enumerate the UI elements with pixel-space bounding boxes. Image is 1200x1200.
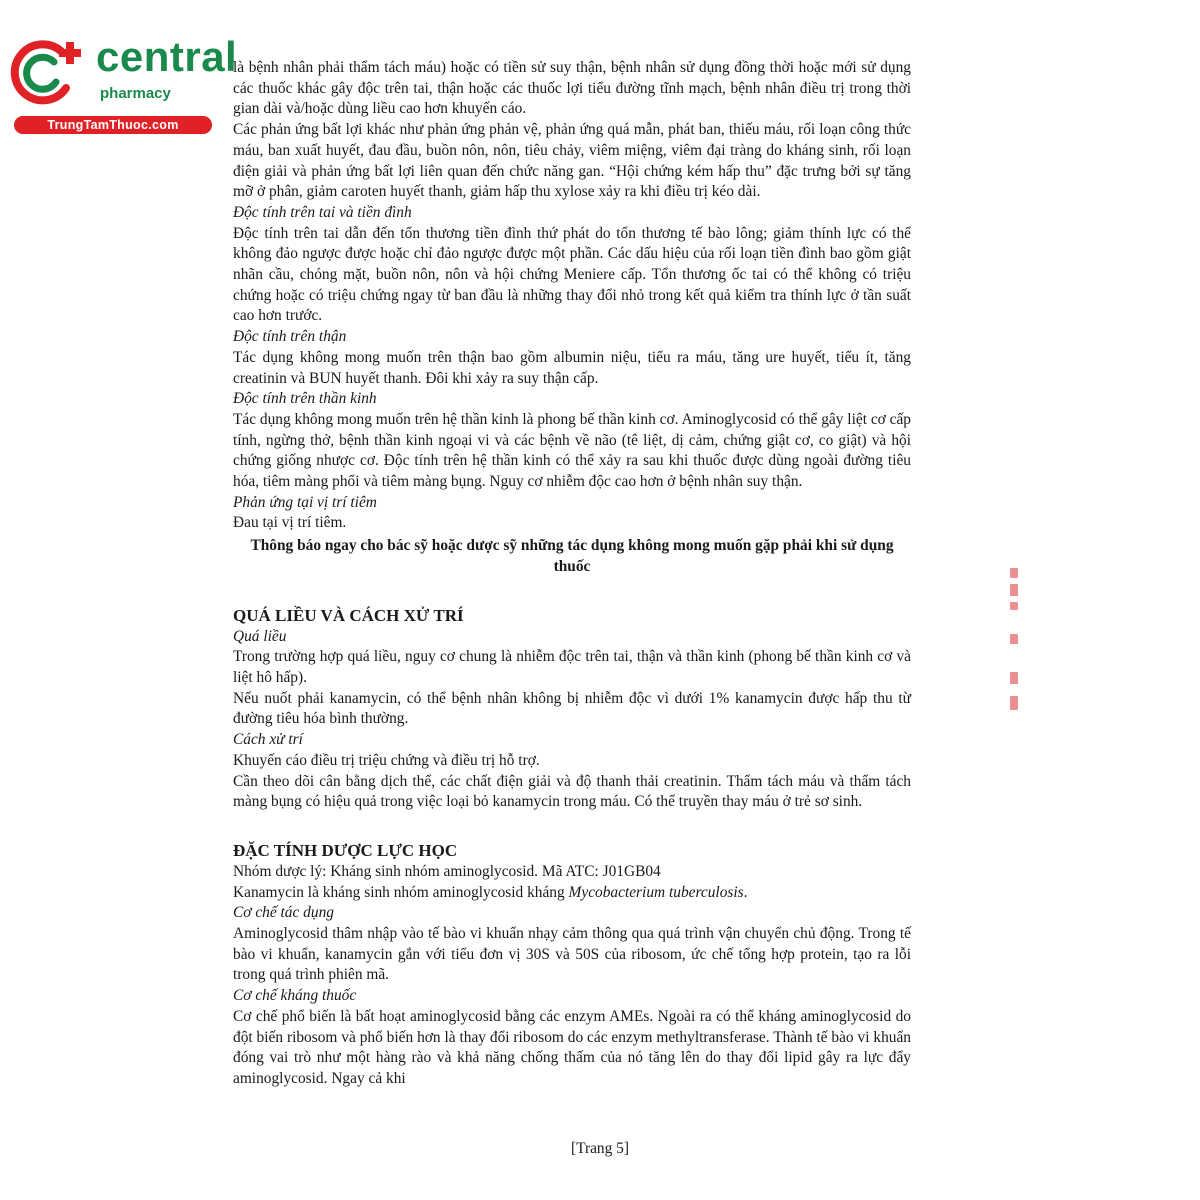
brand-name: central bbox=[96, 33, 238, 80]
paragraph: Aminoglycosid thâm nhập vào tế bào vi khuẩn nhạy cảm thông qua quá trình vận chuyển chủ động. Trong tế bào vi khuẩn, kanamycin gắn với tiểu đơn vị 30S và 50S của ribosom, ức chế tổng hợp protein, tạo ra lỗi trong quá trình phiên mã. bbox=[233, 925, 911, 984]
subheading-treatment: Cách xử trí bbox=[233, 731, 303, 749]
central-pharmacy-logo-icon bbox=[10, 38, 86, 108]
paragraph: là bệnh nhân phải thẩm tách máu) hoặc có tiền sử suy thận, bệnh nhân sử dụng đồng thời hoặc mới sử dụng các thuốc khác gây độc trên tai, thận hoặc các thuốc lợi tiểu đường tĩnh mạch, bệnh nhân điều trị trong thời gian dài và/hoặc dùng liều cao hơn khuyến cáo. bbox=[233, 59, 911, 118]
brand-subtitle: pharmacy bbox=[100, 85, 171, 102]
brand-logo[interactable] bbox=[10, 33, 238, 139]
page-number: [Trang 5] bbox=[570, 1140, 629, 1157]
section-heading-pharmacodynamics: ĐẶC TÍNH DƯỢC LỰC HỌC bbox=[233, 840, 458, 860]
subheading-kidney-toxicity: Độc tính trên thận bbox=[233, 328, 347, 346]
subheading-neuro-toxicity: Độc tính trên thần kinh bbox=[233, 390, 377, 408]
paragraph: Trong trường hợp quá liều, nguy cơ chung là nhiễm độc trên tai, thận và thần kinh (phong bế thần kinh cơ và liệt hô hấp). bbox=[233, 648, 911, 686]
paragraph: Các phản ứng bất lợi khác như phản ứng phản vệ, phản ứng quá mẫn, phát ban, thiếu máu, rối loạn công thức máu, ban xuất huyết, đau đầu, buồn nôn, nôn, tiêu chảy, viêm miệng, viêm đại tràng do kháng sinh, rối loạn điện giải và phản ứng bất lợi liên quan đến chức năng gan. “Hội chứng kém hấp thu” đặc trưng bởi sự tăng mỡ ở phân, giảm caroten huyết thanh, giảm hấp thu xylose xảy ra khi điều trị kéo dài. bbox=[233, 121, 911, 201]
paragraph: Tác dụng không mong muốn trên hệ thần kinh là phong bế thần kinh cơ. Aminoglycosid có thể gây liệt cơ cấp tính, ngừng thở, bệnh thần kinh ngoại vi và các bệnh về não (tê liệt, dị cảm, chứng giật cơ, co giật) và hội chứng giống nhược cơ. Độc tính trên hệ thần kinh có thể xảy ra sau khi thuốc được dùng ngoài đường tiêu hóa, tiêm màng phổi và tiêm màng bụng. Nguy cơ nhiễm độc cao hơn ở bệnh nhân suy thận. bbox=[233, 410, 911, 491]
subheading-mechanism: Cơ chế tác dụng bbox=[233, 904, 334, 922]
subheading-ear-toxicity: Độc tính trên tai và tiền đình bbox=[233, 203, 412, 221]
subheading-resistance: Cơ chế kháng thuốc bbox=[233, 987, 357, 1005]
paragraph: Kanamycin là kháng sinh nhóm aminoglycosid kháng Mycobacterium tuberculosis. bbox=[233, 883, 748, 901]
paragraph: Cần theo dõi cân bằng dịch thể, các chất điện giải và độ thanh thải creatinin. Thẩm tách máu và thẩm tách màng bụng có hiệu quả trong việc loại bỏ kanamycin trong máu. Có thể truyền thay máu ở trẻ sơ sinh. bbox=[233, 772, 911, 811]
subheading-injection-site: Phản ứng tại vị trí tiêm bbox=[233, 493, 377, 511]
notice-text: Thông báo ngay cho bác sỹ hoặc dược sỹ những tác dụng không mong muốn gặp phải khi sử dụng thuốc bbox=[250, 537, 894, 575]
document-page bbox=[233, 58, 911, 1090]
subheading-overdose: Quá liều bbox=[233, 627, 287, 645]
brand-website-badge[interactable]: TrungTamThuoc.com bbox=[14, 116, 212, 134]
paragraph: Đau tại vị trí tiêm. bbox=[233, 514, 347, 532]
section-heading-overdose: QUÁ LIỀU VÀ CÁCH XỬ TRÍ bbox=[233, 605, 464, 625]
paragraph: Độc tính trên tai dẫn đến tổn thương tiền đình thứ phát do tổn thương tế bào lông; giảm thính lực có thể không đảo ngược được hoặc chỉ đảo ngược được một phần. Các dấu hiệu của rối loạn tiền đình bao gồm giật nhãn cầu, chóng mặt, buồn nôn, nôn và hội chứng Meniere cấp. Tổn thương ốc tai có thể không có triệu chứng hoặc có triệu chứng ngay từ ban đầu là những thay đổi nhỏ trong kết quả kiểm tra thính lực ở tần suất cao hơn trước. bbox=[233, 224, 911, 325]
red-stamp-marks bbox=[1004, 568, 1024, 718]
paragraph: Nếu nuốt phải kanamycin, có thể bệnh nhân không bị nhiễm độc vì dưới 1% kanamycin được hấp thu từ đường tiêu hóa bình thường. bbox=[233, 689, 911, 728]
species-name: Mycobacterium tuberculosis bbox=[568, 883, 744, 901]
paragraph: Khuyến cáo điều trị triệu chứng và điều trị hỗ trợ. bbox=[233, 751, 540, 769]
paragraph: Cơ chế phổ biến là bất hoạt aminoglycosid bằng các enzym AMEs. Ngoài ra có thể kháng aminoglycosid do đột biến ribosom và phổ biến hơn là thay đổi ribosom do các enzym methyltransferase. Thành tế bào vi khuẩn đóng vai trò như một hàng rào và khả năng chống thấm của nó tăng lên do thay đổi lipid gây ra lực đẩy aminoglycosid. Ngay cả khi bbox=[233, 1007, 911, 1087]
paragraph: Tác dụng không mong muốn trên thận bao gồm albumin niệu, tiểu ra máu, tăng ure huyết, tiểu ít, tăng creatinin và BUN huyết thanh. Đôi khi xảy ra suy thận cấp. bbox=[233, 348, 911, 387]
paragraph: Nhóm dược lý: Kháng sinh nhóm aminoglycosid. Mã ATC: J01GB04 bbox=[233, 862, 661, 880]
